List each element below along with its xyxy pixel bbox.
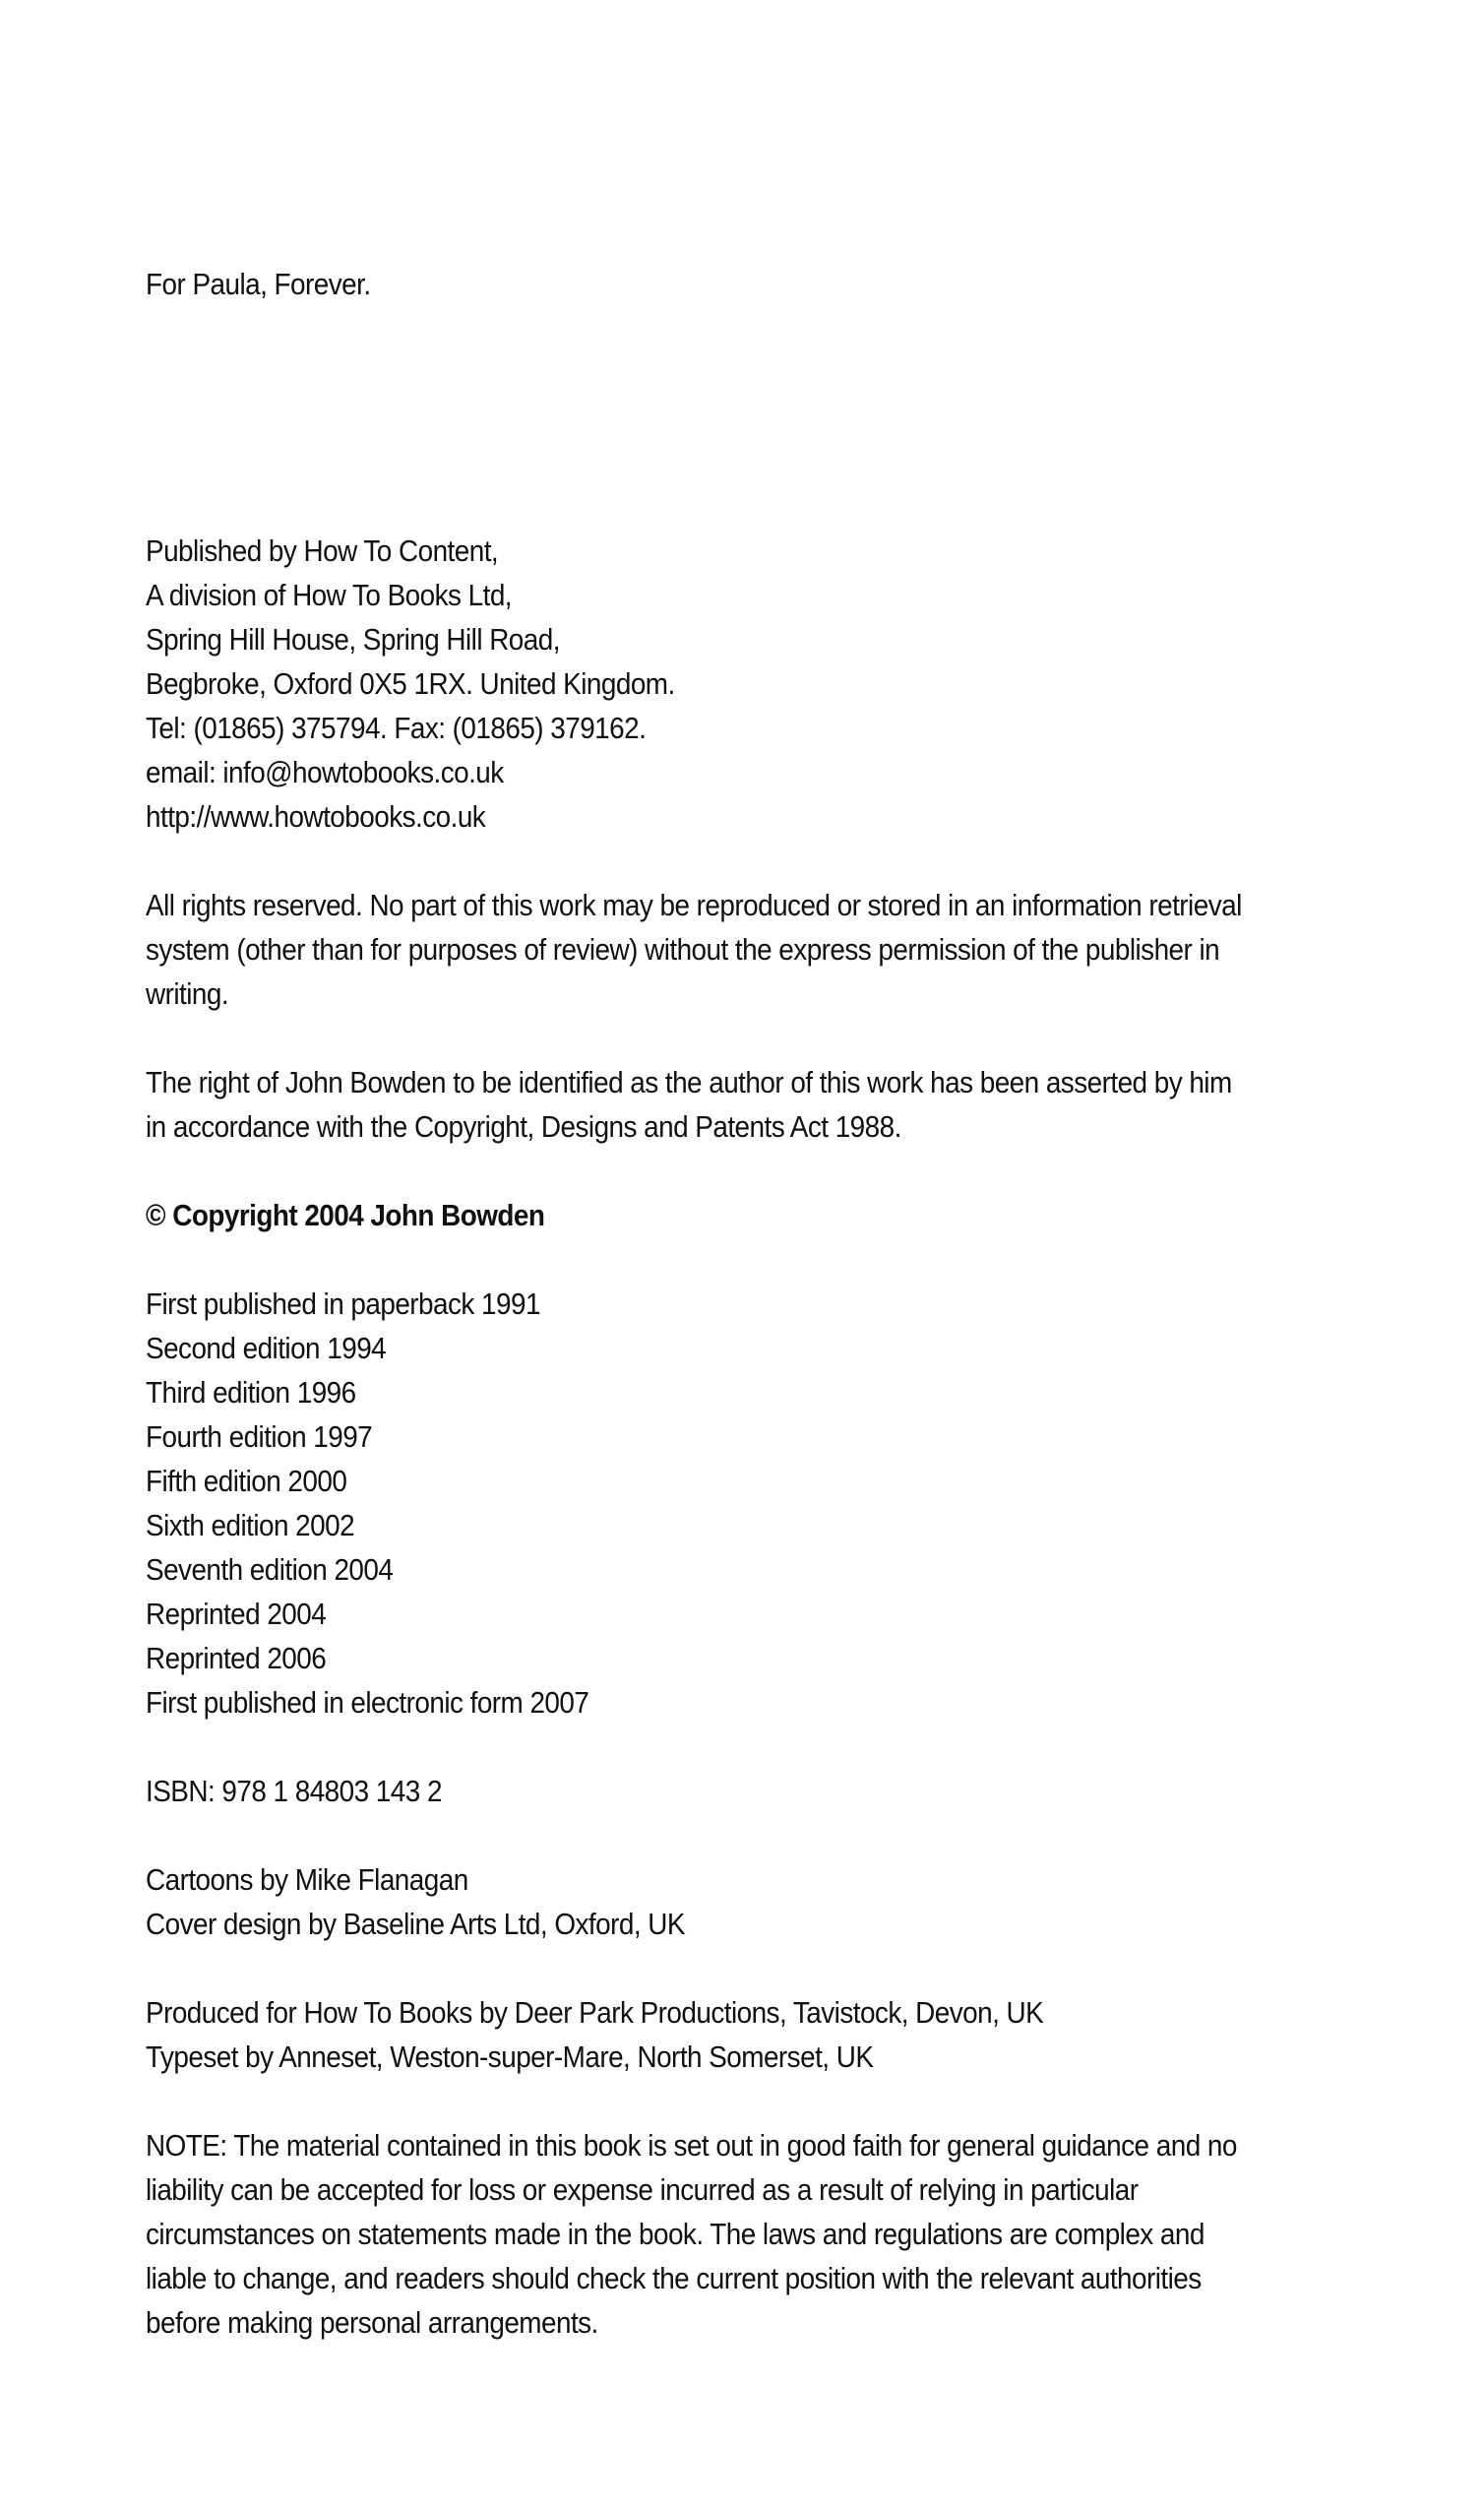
edition-line: Sixth edition 2002 [146,1508,355,1542]
note-line: liable to change, and readers should check the current position with the relevant authorities [146,2261,1202,2295]
credit-line: Cartoons by Mike Flanagan [146,1862,468,1897]
production-line: Typeset by Anneset, Weston-super-Mare, North Somerset, UK [146,2039,874,2074]
edition-line: First published in electronic form 2007 [146,1685,589,1720]
note-line: circumstances on statements made in the book. The laws and regulations are complex and [146,2217,1205,2251]
production-line: Produced for How To Books by Deer Park Productions, Tavistock, Devon, UK [146,1995,1044,2030]
dedication: For Paula, Forever. [146,267,371,301]
publisher-email-line: email: info@howtobooks.co.uk [146,755,504,789]
edition-line: Fourth edition 1997 [146,1419,373,1454]
copyright-notice: © Copyright 2004 John Bowden [146,1198,545,1232]
edition-line: Fifth edition 2000 [146,1464,347,1498]
publisher-line: Begbroke, Oxford 0X5 1RX. United Kingdom. [146,666,675,701]
publisher-line: A division of How To Books Ltd, [146,578,513,612]
note-line: NOTE: The material contained in this book is set out in good faith for general guidance and no [146,2128,1237,2163]
edition-line: Seventh edition 2004 [146,1552,394,1587]
note-line: liability can be accepted for loss or expense incurred as a result of relying in particular [146,2172,1139,2207]
edition-line: First published in paperback 1991 [146,1286,540,1321]
publisher-phone-line: Tel: (01865) 375794. Fax: (01865) 379162. [146,711,647,745]
isbn: ISBN: 978 1 84803 143 2 [146,1774,442,1808]
publisher-line: Published by How To Content, [146,533,499,568]
author-right-line: The right of John Bowden to be identified as the author of this work has been asserted by him [146,1065,1232,1099]
credit-line: Cover design by Baseline Arts Ltd, Oxford, UK [146,1907,685,1941]
edition-line: Third edition 1996 [146,1375,356,1410]
publisher-website-line: http://www.howtobooks.co.uk [146,799,486,834]
edition-line: Reprinted 2006 [146,1641,327,1675]
publisher-line: Spring Hill House, Spring Hill Road, [146,622,560,657]
rights-reserved-line: system (other than for purposes of review) without the express permission of the publisher in [146,932,1220,967]
rights-reserved-line: All rights reserved. No part of this work may be reproduced or stored in an information retrieval [146,888,1242,922]
edition-line: Second edition 1994 [146,1331,387,1365]
author-right-line: in accordance with the Copyright, Designs and Patents Act 1988. [146,1109,901,1144]
note-line: before making personal arrangements. [146,2305,598,2340]
rights-reserved-line: writing. [146,976,229,1011]
edition-line: Reprinted 2004 [146,1597,327,1631]
